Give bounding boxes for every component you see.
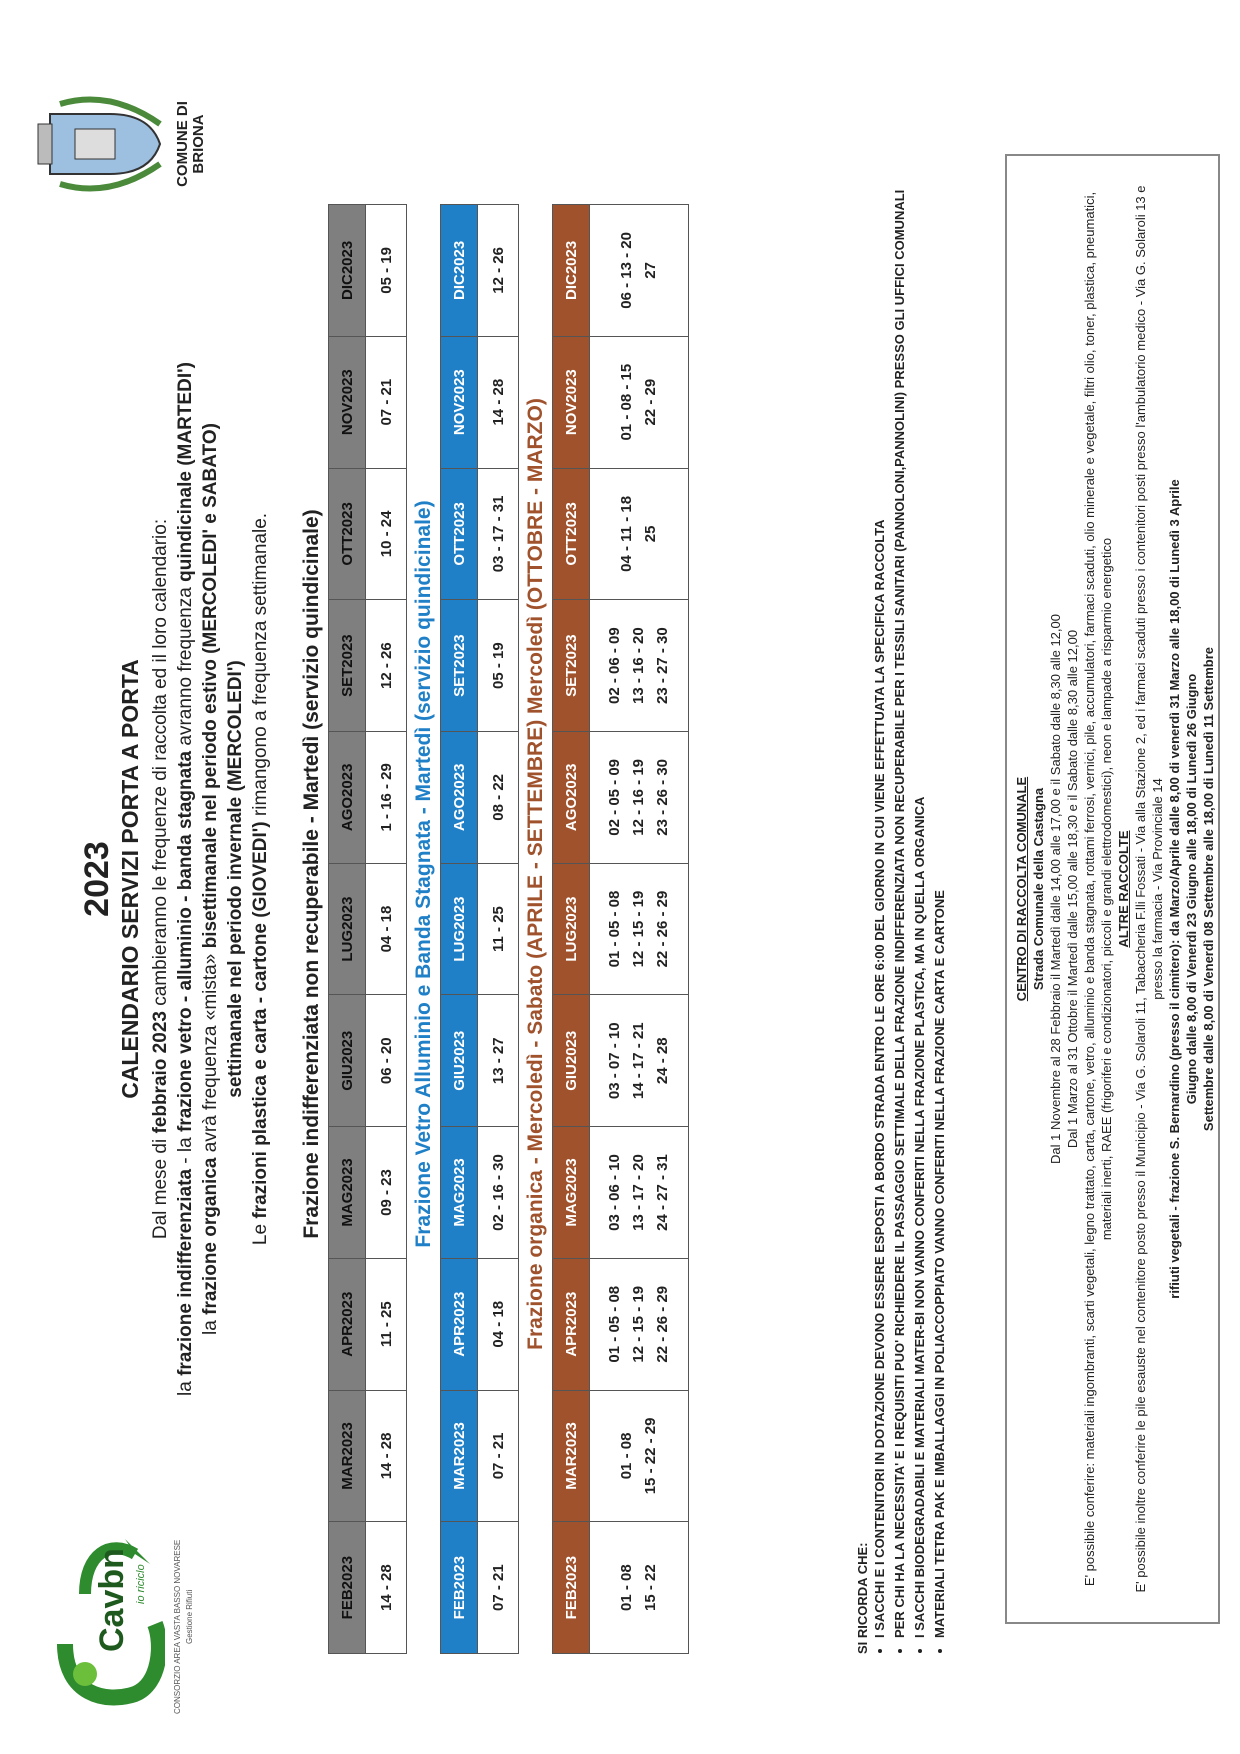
intro-line-1 <box>148 244 173 1514</box>
date-line: 15 - 22 - 29 <box>642 1417 659 1495</box>
date-cell <box>478 995 519 1127</box>
notes-heading: SI RICORDA CHE: <box>855 1542 870 1654</box>
date-line: 22 - 26 - 29 <box>654 890 671 968</box>
month-header: AGO2023 <box>441 731 478 863</box>
month-header: OTT2023 <box>441 468 478 600</box>
intro-text: cambieranno le frequenze di raccolta ed il loro calendario: <box>150 518 171 1012</box>
month-header: APR2023 <box>329 1258 366 1390</box>
date-cell <box>590 1390 689 1522</box>
cavbn-logo-consorzio: CONSORZIO AREA VASTA BASSO NOVARESE <box>173 1539 182 1714</box>
date-line: 13 - 17 - 20 <box>630 1154 647 1231</box>
date-line: 02 - 16 - 30 <box>489 1154 507 1231</box>
date-line: 03 - 17 - 31 <box>489 495 507 573</box>
date-line: 01 - 08 <box>618 1432 635 1480</box>
date-line: 25 <box>642 525 659 543</box>
date-cell <box>590 731 689 863</box>
date-line: 13 - 16 - 20 <box>630 627 647 704</box>
intro-text: frazione organica <box>200 1157 221 1315</box>
box-hours-summer: Dal 1 Marzo al 31 Ottobre il Martedì dalle 15,00 alle 18,30 e il Sabato dalle 8,30 alle 12,00 <box>1065 629 1080 1149</box>
date-cell <box>366 863 407 995</box>
date-cell <box>590 1258 689 1390</box>
table-row <box>366 205 407 1654</box>
table-indifferenziata <box>328 204 407 1654</box>
date-line: 07 - 21 <box>377 378 395 426</box>
date-cell <box>478 731 519 863</box>
table-header-row <box>553 205 590 1654</box>
month-header: MAG2023 <box>329 1127 366 1259</box>
date-line: 22 - 26 - 29 <box>654 1285 671 1363</box>
date-cell <box>366 336 407 468</box>
box-street: Strada Comunale della Castagna <box>1031 787 1046 991</box>
header <box>78 244 273 1514</box>
date-cell <box>590 600 689 732</box>
box-materials: E' possibile conferire: materiali ingombranti, scarti vegetali, legno trattato, carta, cartone, vetro, alluminio e banda stagnata, rottami ferrosi, vernici, pile, accumulatori, farmaci scaduti, olio minerale e vegetale, filtri olio, toner, plastica, pneumatici, materiali inerti, RAEE (frigoriferi e condizionatori, piccoli e grandi elettrodomestici), neon e lampade a risparmio energetico <box>1082 191 1114 1587</box>
date-cell <box>366 1390 407 1522</box>
intro-text: bisettimanale nel periodo estivo (MERCOLEDI' e SABATO) <box>200 423 221 949</box>
date-line: 10 - 24 <box>377 510 395 558</box>
intro-line-5 <box>248 244 273 1514</box>
table-organica <box>552 204 689 1654</box>
date-cell <box>590 1522 689 1654</box>
date-line: 14 - 28 <box>377 1564 395 1611</box>
month-header: LUG2023 <box>329 863 366 995</box>
month-header: GIU2023 <box>329 995 366 1127</box>
intro-text: frazione indifferenziata <box>175 1168 196 1376</box>
intro-text: frazioni plastica e carta - cartone (GIOVEDI') <box>250 821 271 1219</box>
date-cell <box>590 863 689 995</box>
date-line: 24 - 27 - 31 <box>654 1154 671 1231</box>
date-line: 05 - 19 <box>377 247 395 294</box>
section-title-organica: Frazione organica - Mercoledì - Sabato (APRILE - SETTEMBRE) Mercoledì (OTTOBRE - MARZO) <box>524 398 547 1350</box>
cavbn-logo-tagline: io riciclo <box>135 1564 147 1604</box>
intro-text: Le <box>250 1218 271 1246</box>
month-header: OTT2023 <box>553 468 590 600</box>
date-line: 14 - 28 <box>489 378 507 426</box>
month-header: SET2023 <box>441 600 478 732</box>
box-heading-centro: CENTRO DI RACCOLTA COMUNALE <box>1014 776 1029 1002</box>
year-heading: 2023 <box>78 841 116 917</box>
date-cell <box>366 468 407 600</box>
table-vetro <box>440 204 519 1654</box>
date-line: 12 - 26 <box>377 642 395 689</box>
date-line: 01 - 08 - 15 <box>618 363 635 441</box>
date-line: 11 - 25 <box>377 1301 395 1348</box>
month-header: NOV2023 <box>553 336 590 468</box>
date-cell <box>590 995 689 1127</box>
date-cell <box>366 600 407 732</box>
section-title-indifferenziata: Frazione indifferenziata non recuperabile - Martedì (servizio quindicinale) <box>300 509 323 1239</box>
date-line: 12 - 15 - 19 <box>630 890 647 968</box>
date-line: 04 - 18 <box>489 1300 507 1348</box>
month-header: APR2023 <box>441 1258 478 1390</box>
date-cell <box>478 1258 519 1390</box>
box-heading-altre: ALTRE RACCOLTE <box>1116 830 1131 948</box>
intro-text: rimangono a frequenza settimanale. <box>250 512 271 822</box>
date-line: 15 - 22 <box>642 1564 659 1611</box>
date-line: 12 - 16 - 19 <box>630 758 647 836</box>
month-header: GIU2023 <box>441 995 478 1127</box>
date-line: 01 - 05 - 08 <box>606 1285 623 1363</box>
intro-text: quindicinale (MARTEDI') <box>175 362 196 582</box>
box-settembre: Settembre dalle 8,00 di Venerdì 08 Settembre alle 18,00 di Lunedì 11 Settembre <box>1201 646 1216 1132</box>
coat-of-arms-icon <box>30 84 170 204</box>
date-cell <box>478 863 519 995</box>
date-cell <box>478 600 519 732</box>
month-header: NOV2023 <box>441 336 478 468</box>
comune-line2: BRIONA <box>190 114 207 174</box>
notes-list <box>872 184 948 1654</box>
month-header: MAR2023 <box>329 1390 366 1522</box>
date-line: 24 - 28 <box>654 1037 671 1085</box>
date-cell <box>366 1258 407 1390</box>
intro-line-4: settimanale nel periodo invernale (MERCOLEDI') <box>225 660 246 1098</box>
date-line: 12 - 26 <box>489 247 507 294</box>
note-item: • I SACCHI BIODEGRADABILI E MATERIALI MATER-BI NON VANNO CONFERITI NELLA FRAZIONE PLASTICA, MA IN QUELLA ORGANICA <box>912 184 928 1638</box>
box-hours-winter: Dal 1 Novembre al 28 Febbraio il Martedì dalle 14,00 alle 17,00 e il Sabato dalle 8,30 alle 12,00 <box>1048 614 1063 1164</box>
info-box <box>1005 154 1220 1624</box>
intro-text: Dal mese di <box>150 1133 171 1240</box>
note-item: • I SACCHI E I CONTENITORI IN DOTAZIONE DEVONO ESSERE ESPOSTI A BORDO STRADA ENTRO LE ORE 6:00 DEL GIORNO IN CUI VIENE EFFETTUATA LA SPECIFICA RACCOLTA <box>872 184 888 1638</box>
table-row <box>478 205 519 1654</box>
intro-text: avranno frequenza <box>175 581 196 751</box>
month-header: DIC2023 <box>329 205 366 337</box>
date-cell <box>590 336 689 468</box>
month-header: SET2023 <box>553 600 590 732</box>
date-cell <box>366 995 407 1127</box>
month-header: FEB2023 <box>553 1522 590 1654</box>
date-line: 13 - 27 <box>489 1037 507 1085</box>
date-cell <box>590 1127 689 1259</box>
date-line: 05 - 19 <box>489 642 507 689</box>
date-line: 08 - 22 <box>489 773 507 821</box>
month-header: DIC2023 <box>441 205 478 337</box>
date-line: 07 - 21 <box>489 1432 507 1480</box>
month-header: LUG2023 <box>441 863 478 995</box>
date-line: 22 - 29 <box>642 378 659 426</box>
month-header: APR2023 <box>553 1258 590 1390</box>
intro-line-2 <box>173 244 198 1514</box>
date-line: 09 - 23 <box>377 1169 395 1216</box>
section-title-vetro: Frazione Vetro Alluminio e Banda Stagnata - Martedì (servizio quindicinale) <box>412 500 435 1248</box>
date-line: 23 - 27 - 30 <box>654 627 671 704</box>
month-header: MAG2023 <box>441 1127 478 1259</box>
intro-line-3 <box>198 244 223 1514</box>
month-header: FEB2023 <box>441 1522 478 1654</box>
date-cell <box>590 205 689 337</box>
month-header: DIC2023 <box>553 205 590 337</box>
date-line: 02 - 05 - 09 <box>606 758 623 836</box>
date-line: 01 - 08 <box>618 1564 635 1611</box>
date-line: 11 - 25 <box>489 906 507 952</box>
intro-text: - la <box>175 1132 196 1169</box>
date-line: 14 - 17 - 21 <box>630 1022 647 1100</box>
date-cell <box>366 1127 407 1259</box>
comune-logo <box>30 44 230 244</box>
note-item: • PER CHI HA LA NECESSITA' E I REQUISITI PUO' RICHIEDERE IL PASSAGGIO SETTIMALE DELLA FRAZIONE INDIFFERENZIATA NON RECUPERABILE PER I TESSILI SANITARI (PANNOLONI,PANNOLINI) PRESSO GLI UFFICI COMUNALI <box>892 184 908 1638</box>
date-cell <box>478 205 519 337</box>
month-header: OTT2023 <box>329 468 366 600</box>
date-line: 01 - 05 - 08 <box>606 890 623 968</box>
intro-text: febbraio 2023 <box>150 1011 171 1134</box>
date-line: 06 - 13 - 20 <box>618 232 635 309</box>
date-line: 03 - 06 - 10 <box>606 1154 623 1231</box>
page-title: CALENDARIO SERVIZI PORTA A PORTA <box>117 659 143 1099</box>
month-header: GIU2023 <box>553 995 590 1127</box>
date-line: 1 - 16 - 29 <box>377 763 395 832</box>
month-header: MAG2023 <box>553 1127 590 1259</box>
date-line: 04 - 11 - 18 <box>618 495 635 572</box>
month-header: FEB2023 <box>329 1522 366 1654</box>
date-cell <box>478 336 519 468</box>
date-cell <box>478 1127 519 1259</box>
table-header-row <box>441 205 478 1654</box>
table-header-row <box>329 205 366 1654</box>
intro-text: avrà frequenza «mista» <box>200 948 221 1158</box>
date-line: 02 - 06 - 09 <box>606 627 623 704</box>
date-line: 06 - 20 <box>377 1037 395 1085</box>
month-header: AGO2023 <box>329 731 366 863</box>
box-giugno: Giugno dalle 8,00 di Venerdì 23 Giugno alle 18,00 di Lunedì 26 Giugno <box>1184 673 1199 1105</box>
intro-text: la <box>175 1375 196 1396</box>
date-cell <box>366 1522 407 1654</box>
box-vegetali: rifiuti vegetali - frazione S. Bernardino (presso il cimitero): da Marzo/Aprile dalle 8,00 di venerdì 31 Marzo alle 18,00 di Lunedì 3 Aprile <box>1167 479 1182 1299</box>
date-cell <box>590 468 689 600</box>
date-cell <box>478 1390 519 1522</box>
intro-text: frazione vetro - alluminio - banda stagnata <box>175 750 196 1133</box>
date-cell <box>366 205 407 337</box>
date-line: 27 <box>642 262 659 279</box>
table-row <box>590 205 689 1654</box>
note-item: • MATERIALI TETRA PAK E IMBALLAGGI IN POLIACCOPPIATO VANNO CONFERITI NELLA FRAZIONE CARTA E CARTONE <box>932 184 948 1638</box>
date-line: 12 - 15 - 19 <box>630 1285 647 1363</box>
notes <box>855 184 952 1654</box>
date-cell <box>478 468 519 600</box>
date-line: 07 - 21 <box>489 1564 507 1611</box>
date-cell <box>478 1522 519 1654</box>
month-header: NOV2023 <box>329 336 366 468</box>
month-header: MAR2023 <box>441 1390 478 1522</box>
date-line: 04 - 18 <box>377 905 395 953</box>
intro-text: la <box>200 1314 221 1335</box>
date-line: 23 - 26 - 30 <box>654 758 671 836</box>
month-header: AGO2023 <box>553 731 590 863</box>
cavbn-logo <box>55 1524 205 1714</box>
month-header: SET2023 <box>329 600 366 732</box>
cavbn-logo-name: Cavbn <box>93 1548 131 1652</box>
date-line: 03 - 07 - 10 <box>606 1022 623 1100</box>
month-header: LUG2023 <box>553 863 590 995</box>
date-line: 14 - 28 <box>377 1432 395 1480</box>
month-header: MAR2023 <box>553 1390 590 1522</box>
box-pile-farmaci: E' possibile inoltre conferire le pile esauste nel contenitore posto presso il Municipio - Via G. Solaroli 11, Tabaccheria F.lli Fossati - Via alla Stazione 2, ed i farmaci scaduti presso i contenitori posti presso l'ambulatorio medico - Via G. Solaroli 13 e presso la farmacia - Via Provinciale 14 <box>1133 185 1165 1593</box>
date-cell <box>366 731 407 863</box>
cavbn-logo-sub: Gestione Rifiuti <box>185 1589 194 1644</box>
comune-line1: COMUNE DI <box>174 101 191 187</box>
